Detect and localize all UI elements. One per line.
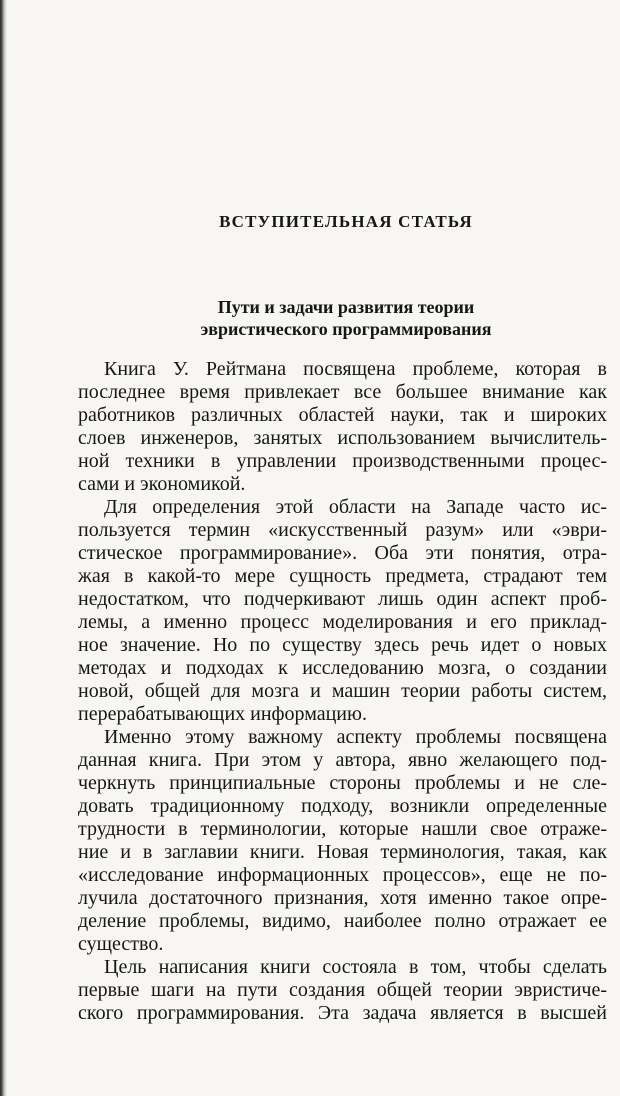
- text-line: трудности в терминологии, которые нашли свое отраже-: [78, 818, 607, 840]
- text-line: ной техники в управлении производственными процес-: [78, 450, 607, 472]
- text-line: стическое программирование». Оба эти понятия, отра-: [78, 542, 607, 564]
- text-line: работников различных областей науки, так и широких: [78, 404, 607, 426]
- article-title-line-1: Пути и задачи развития теории: [217, 297, 475, 317]
- text-line: Для определения этой области на Западе часто ис-: [104, 496, 607, 518]
- text-line: новой, общей для мозга и машин теории работы систем,: [78, 680, 607, 702]
- text-line: «исследование информационных процессов», еще не по-: [78, 864, 607, 886]
- text-line: слоев инженеров, занятых использованием вычислитель-: [78, 427, 607, 449]
- text-line: существо.: [78, 933, 164, 955]
- text-line: Цель написания книги состояла в том, чтобы сделать: [104, 956, 607, 978]
- article-title-line-2: эвристического программирования: [200, 319, 492, 339]
- text-line: последнее время привлекает все большее внимание как: [78, 381, 607, 403]
- text-line: черкнуть принципиальные стороны проблемы и не сле-: [78, 772, 607, 794]
- text-line: ние и в заглавии книги. Новая терминология, такая, как: [78, 841, 607, 863]
- text-line: методах и подходах к исследованию мозга, о создании: [78, 657, 607, 679]
- text-line: ского программирования. Эта задача является в высшей: [78, 1002, 607, 1024]
- text-line: первые шаги на пути создания общей теории эвристиче-: [78, 979, 607, 1001]
- section-title: ВСТУПИТЕЛЬНАЯ СТАТЬЯ: [219, 212, 473, 231]
- text-line: деление проблемы, видимо, наиболее полно отражает ее: [78, 910, 607, 932]
- text-line: перерабатывающих информацию.: [78, 703, 367, 725]
- text-line: лучила достаточного признания, хотя именно такое опре-: [78, 887, 607, 909]
- text-line: жая в какой-то мере сущность предмета, страдают тем: [78, 565, 607, 587]
- text-line: ное значение. Но по существу здесь речь идет о новых: [78, 634, 607, 656]
- text-line: недостатком, что подчеркивают лишь один аспект проб-: [78, 588, 607, 610]
- text-line: довать традиционному подходу, возникли определенные: [78, 795, 607, 817]
- text-line: лемы, а именно процесс моделирования и его приклад-: [78, 611, 607, 633]
- scan-binding-edge: [0, 0, 7, 1096]
- text-line: данная книга. При этом у автора, явно желающего под-: [78, 749, 607, 771]
- text-line: Книга У. Рейтмана посвящена проблеме, которая в: [104, 358, 607, 380]
- text-line: Именно этому важному аспекту проблемы посвящена: [104, 726, 607, 748]
- text-line: пользуется термин «искусственный разум» или «эври-: [78, 519, 607, 541]
- text-line: сами и экономикой.: [78, 473, 246, 495]
